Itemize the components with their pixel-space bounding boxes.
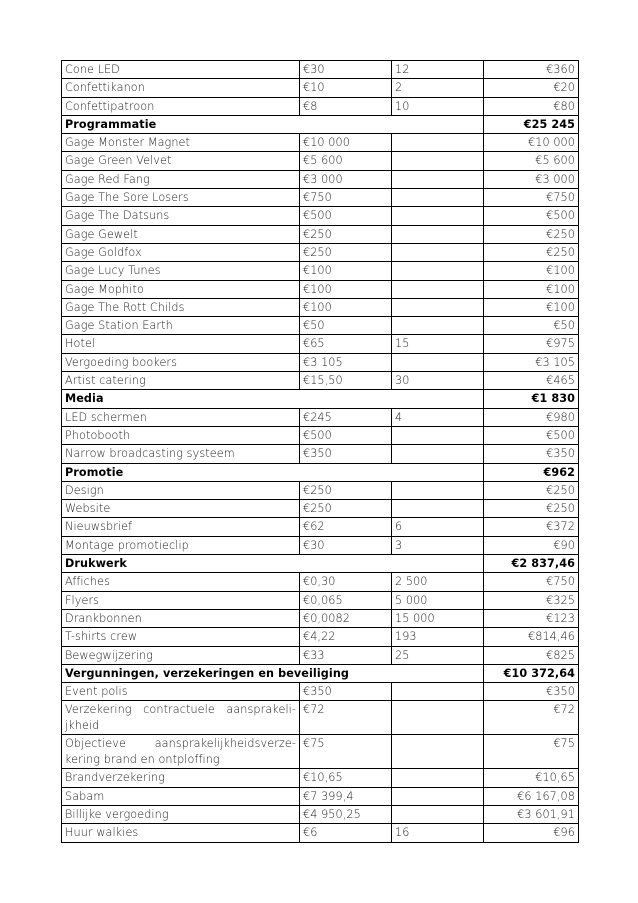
- item-unit-price: €250: [300, 500, 392, 518]
- item-unit-price: €350: [300, 445, 392, 463]
- item-name: Sabam: [62, 787, 300, 805]
- item-quantity: [392, 353, 484, 371]
- item-unit-price: €100: [300, 298, 392, 316]
- item-name: Billijke vergoeding: [62, 805, 300, 823]
- item-total: €250: [484, 225, 579, 243]
- item-name: Gage Mophito: [62, 280, 300, 298]
- item-quantity: [392, 445, 484, 463]
- table-row: [62, 408, 579, 426]
- item-quantity: [392, 170, 484, 188]
- item-name: Bewegwijzering: [62, 646, 300, 664]
- table-row: [62, 573, 579, 591]
- section-title: Media: [62, 390, 484, 408]
- table-row: [62, 280, 579, 298]
- item-quantity: 2: [392, 79, 484, 97]
- table-row: [62, 646, 579, 664]
- table-row: [62, 805, 579, 823]
- item-name: Montage promotieclip: [62, 536, 300, 554]
- item-unit-price: €0,065: [300, 591, 392, 609]
- section-total: €962: [484, 463, 579, 481]
- item-quantity: [392, 481, 484, 499]
- table-row: [62, 335, 579, 353]
- table-row: [62, 225, 579, 243]
- item-unit-price: €3 000: [300, 170, 392, 188]
- item-unit-price: €250: [300, 481, 392, 499]
- item-name: Brandverzekering: [62, 769, 300, 787]
- item-quantity: [392, 298, 484, 316]
- table-row: [62, 609, 579, 627]
- table-row: [62, 426, 579, 444]
- item-total: €500: [484, 207, 579, 225]
- table-row: [62, 372, 579, 390]
- item-quantity: 4: [392, 408, 484, 426]
- item-name: Gage Lucy Tunes: [62, 262, 300, 280]
- item-total: €100: [484, 298, 579, 316]
- item-unit-price: €500: [300, 207, 392, 225]
- item-total: €975: [484, 335, 579, 353]
- item-total: €75: [484, 735, 579, 769]
- item-unit-price: €15,50: [300, 372, 392, 390]
- item-unit-price: €250: [300, 243, 392, 261]
- item-total: €10 000: [484, 134, 579, 152]
- item-total: €465: [484, 372, 579, 390]
- item-total: €10,65: [484, 769, 579, 787]
- item-name: Gage Station Earth: [62, 317, 300, 335]
- item-total: €372: [484, 518, 579, 536]
- table-row: [62, 518, 579, 536]
- budget-table-body: [62, 61, 579, 843]
- item-quantity: [392, 262, 484, 280]
- table-row: [62, 769, 579, 787]
- item-total: €500: [484, 426, 579, 444]
- section-total: €25 245: [484, 115, 579, 133]
- item-unit-price: €72: [300, 701, 392, 735]
- item-total: €250: [484, 500, 579, 518]
- item-total: €325: [484, 591, 579, 609]
- item-total: €6 167,08: [484, 787, 579, 805]
- item-unit-price: €750: [300, 189, 392, 207]
- item-name: Objectieve aansprakelijkheidsverze-kering brand en ontploffing: [62, 735, 300, 769]
- item-unit-price: €6: [300, 824, 392, 842]
- section-total: €2 837,46: [484, 555, 579, 573]
- item-unit-price: €33: [300, 646, 392, 664]
- item-unit-price: €0,0082: [300, 609, 392, 627]
- item-unit-price: €30: [300, 61, 392, 79]
- item-quantity: 5 000: [392, 591, 484, 609]
- item-total: €100: [484, 280, 579, 298]
- item-name: Photobooth: [62, 426, 300, 444]
- table-row: [62, 207, 579, 225]
- item-name: Design: [62, 481, 300, 499]
- table-row: [62, 536, 579, 554]
- item-name: Verzekering contractuele aansprakeli-jkheid: [62, 701, 300, 735]
- item-name: Gage The Sore Losers: [62, 189, 300, 207]
- item-name: Confettipatroon: [62, 97, 300, 115]
- item-quantity: [392, 426, 484, 444]
- item-quantity: [392, 225, 484, 243]
- item-name: Artist catering: [62, 372, 300, 390]
- item-quantity: [392, 769, 484, 787]
- table-row: [62, 481, 579, 499]
- item-total: €3 105: [484, 353, 579, 371]
- item-quantity: 3: [392, 536, 484, 554]
- table-row: [62, 97, 579, 115]
- item-unit-price: €10,65: [300, 769, 392, 787]
- section-header-row: [62, 390, 579, 408]
- item-unit-price: €100: [300, 280, 392, 298]
- item-name: Narrow broadcasting systeem: [62, 445, 300, 463]
- table-row: [62, 170, 579, 188]
- table-row: [62, 262, 579, 280]
- item-quantity: 25: [392, 646, 484, 664]
- item-name: Gage Red Fang: [62, 170, 300, 188]
- item-name: Gage The Datsuns: [62, 207, 300, 225]
- item-total: €825: [484, 646, 579, 664]
- table-row: [62, 683, 579, 701]
- table-row: [62, 298, 579, 316]
- item-name: Website: [62, 500, 300, 518]
- item-quantity: 10: [392, 97, 484, 115]
- item-unit-price: €8: [300, 97, 392, 115]
- section-header-row: [62, 463, 579, 481]
- item-unit-price: €350: [300, 683, 392, 701]
- section-header-row: [62, 115, 579, 133]
- item-unit-price: €10 000: [300, 134, 392, 152]
- item-name: Flyers: [62, 591, 300, 609]
- item-unit-price: €100: [300, 262, 392, 280]
- item-total: €100: [484, 262, 579, 280]
- item-name: Gage Goldfox: [62, 243, 300, 261]
- item-unit-price: €500: [300, 426, 392, 444]
- table-row: [62, 500, 579, 518]
- item-total: €250: [484, 243, 579, 261]
- item-quantity: [392, 317, 484, 335]
- item-quantity: 30: [392, 372, 484, 390]
- item-unit-price: €3 105: [300, 353, 392, 371]
- item-name: Gage Monster Magnet: [62, 134, 300, 152]
- item-name: Affiches: [62, 573, 300, 591]
- item-unit-price: €65: [300, 335, 392, 353]
- item-total: €360: [484, 61, 579, 79]
- item-total: €750: [484, 573, 579, 591]
- item-name: Confettikanon: [62, 79, 300, 97]
- item-total: €50: [484, 317, 579, 335]
- item-name: Nieuwsbrief: [62, 518, 300, 536]
- table-row: [62, 735, 579, 769]
- table-row: [62, 243, 579, 261]
- item-quantity: [392, 701, 484, 735]
- item-unit-price: €62: [300, 518, 392, 536]
- item-quantity: [392, 787, 484, 805]
- item-name: Gage The Rott Childs: [62, 298, 300, 316]
- table-row: [62, 152, 579, 170]
- table-row: [62, 189, 579, 207]
- item-unit-price: €250: [300, 225, 392, 243]
- item-name: Cone LED: [62, 61, 300, 79]
- item-quantity: 15: [392, 335, 484, 353]
- table-row: [62, 317, 579, 335]
- budget-table-container: [61, 60, 579, 843]
- item-total: €750: [484, 189, 579, 207]
- table-row: [62, 79, 579, 97]
- item-unit-price: €245: [300, 408, 392, 426]
- table-row: [62, 591, 579, 609]
- item-total: €350: [484, 445, 579, 463]
- section-title: Programmatie: [62, 115, 484, 133]
- table-row: [62, 134, 579, 152]
- item-total: €250: [484, 481, 579, 499]
- item-unit-price: €5 600: [300, 152, 392, 170]
- item-name: Drankbonnen: [62, 609, 300, 627]
- item-total: €980: [484, 408, 579, 426]
- table-row: [62, 701, 579, 735]
- section-total: €10 372,64: [484, 664, 579, 682]
- table-row: [62, 445, 579, 463]
- item-unit-price: €50: [300, 317, 392, 335]
- item-quantity: 15 000: [392, 609, 484, 627]
- item-quantity: [392, 280, 484, 298]
- item-quantity: [392, 683, 484, 701]
- item-quantity: [392, 805, 484, 823]
- item-total: €20: [484, 79, 579, 97]
- item-name: Gage Gewelt: [62, 225, 300, 243]
- section-header-row: [62, 664, 579, 682]
- item-name: Vergoeding bookers: [62, 353, 300, 371]
- item-unit-price: €0,30: [300, 573, 392, 591]
- item-quantity: [392, 207, 484, 225]
- item-total: €123: [484, 609, 579, 627]
- section-title: Vergunningen, verzekeringen en beveiliging: [62, 664, 484, 682]
- item-total: €3 000: [484, 170, 579, 188]
- item-total: €72: [484, 701, 579, 735]
- item-name: Gage Green Velvet: [62, 152, 300, 170]
- item-total: €814,46: [484, 628, 579, 646]
- item-unit-price: €30: [300, 536, 392, 554]
- item-total: €3 601,91: [484, 805, 579, 823]
- item-total: €80: [484, 97, 579, 115]
- item-total: €96: [484, 824, 579, 842]
- table-row: [62, 353, 579, 371]
- item-quantity: [392, 735, 484, 769]
- section-title: Drukwerk: [62, 555, 484, 573]
- item-total: €90: [484, 536, 579, 554]
- item-total: €350: [484, 683, 579, 701]
- item-quantity: 2 500: [392, 573, 484, 591]
- item-name: T-shirts crew: [62, 628, 300, 646]
- item-quantity: [392, 500, 484, 518]
- item-unit-price: €10: [300, 79, 392, 97]
- item-name: Huur walkies: [62, 824, 300, 842]
- table-row: [62, 824, 579, 842]
- item-quantity: 6: [392, 518, 484, 536]
- item-name: Event polis: [62, 683, 300, 701]
- item-quantity: [392, 152, 484, 170]
- item-name: LED schermen: [62, 408, 300, 426]
- section-header-row: [62, 555, 579, 573]
- section-title: Promotie: [62, 463, 484, 481]
- item-quantity: [392, 243, 484, 261]
- table-row: [62, 628, 579, 646]
- item-unit-price: €7 399,4: [300, 787, 392, 805]
- item-quantity: 12: [392, 61, 484, 79]
- item-name: Hotel: [62, 335, 300, 353]
- item-quantity: [392, 189, 484, 207]
- item-quantity: 16: [392, 824, 484, 842]
- item-unit-price: €4,22: [300, 628, 392, 646]
- section-total: €1 830: [484, 390, 579, 408]
- item-quantity: 193: [392, 628, 484, 646]
- budget-table: [61, 60, 579, 843]
- item-quantity: [392, 134, 484, 152]
- table-row: [62, 787, 579, 805]
- item-unit-price: €75: [300, 735, 392, 769]
- item-unit-price: €4 950,25: [300, 805, 392, 823]
- item-total: €5 600: [484, 152, 579, 170]
- table-row: [62, 61, 579, 79]
